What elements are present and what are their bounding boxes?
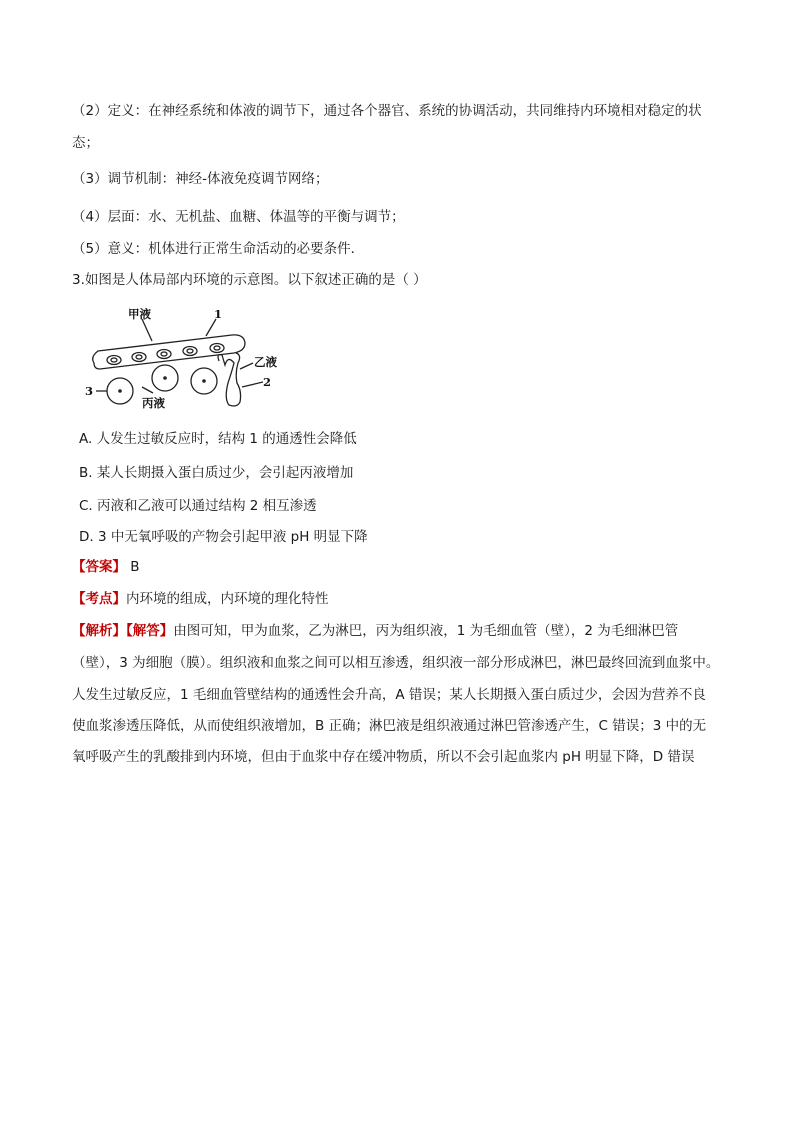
jiexi-line-4: 使血浆渗透压降低，从而使组织液增加，B 正确；淋巴液是组织液通过淋巴管渗透产生，C 错误；3 中的无 xyxy=(72,718,707,734)
question-stem: 3.如图是人体局部内环境的示意图。以下叙述正确的是（ ） xyxy=(72,272,427,288)
option-d: D. 3 中无氧呼吸的产物会引起甲液 pH 明显下降 xyxy=(79,529,368,545)
text-line-mechanism: （3）调节机制：神经-体液免疫调节网络； xyxy=(72,171,329,187)
kaodian-row xyxy=(72,589,329,609)
label-structure-2: 2 xyxy=(263,375,272,389)
text-line-significance: （5）意义：机体进行正常生命活动的必要条件． xyxy=(72,241,365,257)
kaodian-value: 内环境的组成，内环境的理化特性 xyxy=(126,591,329,607)
label-yi-ye: 乙液 xyxy=(254,355,277,369)
jiexi-tag: 【解析】【解答】 xyxy=(72,623,174,639)
answer-tag: 【答案】 xyxy=(72,559,126,575)
label-jia-ye: 甲液 xyxy=(128,307,151,321)
text-line-definition: （2）定义：在神经系统和体液的调节下，通过各个器官、系统的协调活动，共同维持内环境相对稳定的状 xyxy=(72,103,702,119)
option-c: C. 丙液和乙液可以通过结构 2 相互渗透 xyxy=(79,498,317,514)
jiexi-line-1: 【解析】【解答】由图可知，甲为血浆，乙为淋巴，丙为组织液，1 为毛细血管（壁），2 为毛细淋巴管 xyxy=(72,623,679,639)
label-structure-1: 1 xyxy=(214,307,223,321)
jiexi-line-3: 人发生过敏反应，1 毛细血管壁结构的通透性会升高，A 错误；某人长期摄入蛋白质过少，会因为营养不良 xyxy=(72,687,706,703)
text-line-level: （4）层面：水、无机盐、血糖、体温等的平衡与调节； xyxy=(72,209,405,225)
label-structure-3: 3 xyxy=(85,384,94,398)
inner-environment-diagram xyxy=(82,305,302,417)
kaodian-tag: 【考点】 xyxy=(72,591,126,607)
jiexi-line-5: 氧呼吸产生的乳酸排到内环境，但由于血浆中存在缓冲物质，所以不会引起血浆内 pH 明显下降，D 错误 xyxy=(72,749,695,765)
label-bing-ye: 丙液 xyxy=(142,396,165,410)
answer-value: B xyxy=(130,559,140,575)
jiexi-line-2: （壁），3 为细胞（膜）。组织液和血浆之间可以相互渗透，组织液一部分形成淋巴，淋巴最终回流到血浆中。 xyxy=(72,655,720,671)
option-a: A. 人发生过敏反应时，结构 1 的通透性会降低 xyxy=(79,431,357,447)
text-line-definition-cont: 态； xyxy=(72,135,99,151)
option-b: B. 某人长期摄入蛋白质过少，会引起丙液增加 xyxy=(79,465,354,481)
answer-row xyxy=(72,557,140,577)
